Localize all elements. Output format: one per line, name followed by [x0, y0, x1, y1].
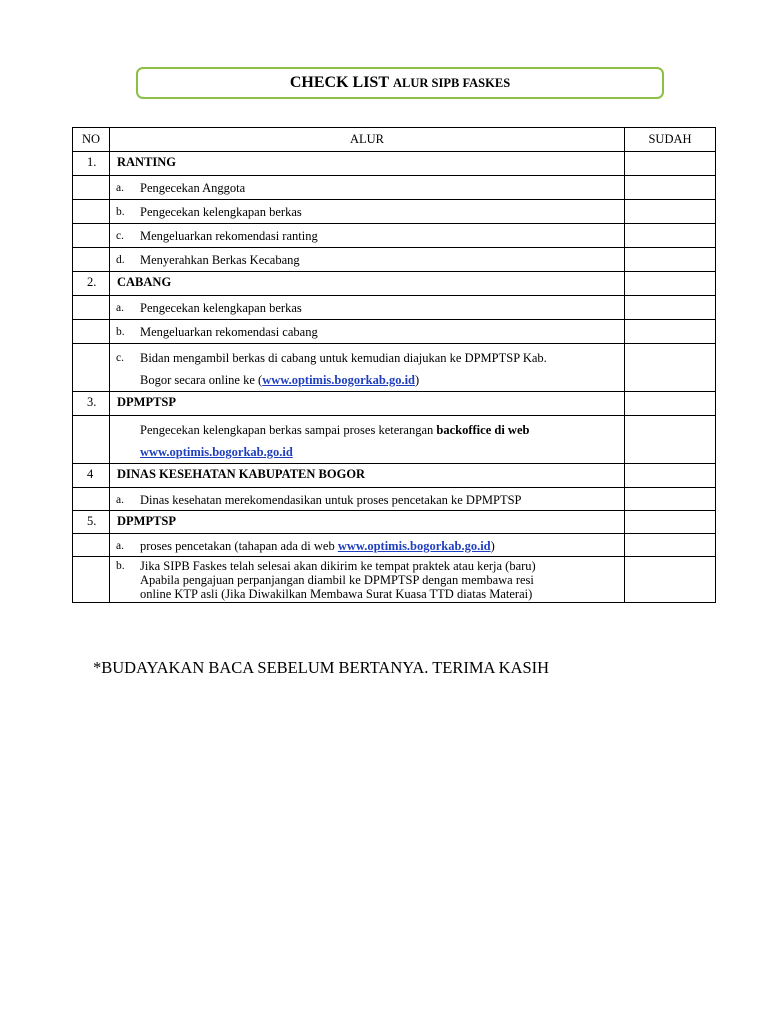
- section-row: [73, 511, 716, 534]
- table-row: [73, 320, 716, 344]
- section-row: [73, 272, 716, 296]
- sudah-checkbox[interactable]: [625, 392, 716, 416]
- header-no: NO: [73, 128, 110, 152]
- item-letter: d.: [116, 254, 125, 266]
- item-letter: b.: [116, 560, 125, 572]
- item-text: proses pencetakan (tahapan ada di web: [140, 539, 338, 553]
- optimis-link[interactable]: www.optimis.bogorkab.go.id: [337, 539, 491, 553]
- title-box: [136, 67, 664, 99]
- item-text: Apabila pengajuan perpanjangan diambil ke DPMPTSP dengan membawa resi: [140, 573, 534, 587]
- table-row: [73, 176, 716, 200]
- section-row: [73, 464, 716, 488]
- table-row: [73, 416, 716, 464]
- item-text: Mengeluarkan rekomendasi cabang: [140, 325, 318, 339]
- item-letter: a.: [116, 182, 124, 194]
- table-row: [73, 248, 716, 272]
- section-number: 1.: [73, 152, 110, 176]
- table-row: [73, 200, 716, 224]
- sudah-checkbox[interactable]: [625, 200, 716, 224]
- sudah-checkbox[interactable]: [625, 320, 716, 344]
- sudah-checkbox[interactable]: [625, 176, 716, 200]
- section-title: DINAS KESEHATAN KABUPATEN BOGOR: [110, 464, 625, 488]
- table-row: [73, 557, 716, 603]
- sudah-checkbox[interactable]: [625, 534, 716, 557]
- table-row: [73, 488, 716, 511]
- item-letter: b.: [116, 206, 125, 218]
- section-number: 4: [73, 464, 110, 488]
- item-text: Dinas kesehatan merekomendasikan untuk proses pencetakan ke DPMPTSP: [140, 493, 522, 507]
- section-number: 3.: [73, 392, 110, 416]
- section-number: 5.: [73, 511, 110, 534]
- item-text: Bidan mengambil berkas di cabang untuk kemudian diajukan ke DPMPTSP Kab.: [140, 351, 547, 365]
- item-letter: a.: [116, 494, 124, 506]
- item-text: Bogor secara online ke (: [140, 373, 263, 387]
- title-main: CHECK LIST: [289, 74, 389, 91]
- section-title: CABANG: [110, 272, 625, 296]
- optimis-link[interactable]: www.optimis.bogorkab.go.id: [140, 445, 293, 459]
- item-letter: a.: [116, 302, 124, 314]
- item-text: ): [490, 539, 495, 553]
- header-alur: ALUR: [110, 128, 625, 152]
- footer-note: *BUDAYAKAN BACA SEBELUM BERTANYA. TERIMA KASIH: [93, 658, 550, 677]
- section-number: 2.: [73, 272, 110, 296]
- item-text: Mengeluarkan rekomendasi ranting: [140, 229, 318, 243]
- table-row: [73, 296, 716, 320]
- checklist-table: [72, 127, 716, 603]
- table-header-row: [73, 128, 716, 152]
- item-letter: c.: [116, 352, 124, 364]
- item-text: Jika SIPB Faskes telah selesai akan dikirim ke tempat praktek atau kerja (baru): [140, 559, 536, 573]
- sudah-checkbox[interactable]: [625, 488, 716, 511]
- item-letter: a.: [116, 540, 124, 552]
- section-row: [73, 392, 716, 416]
- table-row: [73, 344, 716, 392]
- item-text: Pengecekan kelengkapan berkas sampai proses keterangan: [140, 423, 437, 437]
- section-title: DPMPTSP: [110, 511, 625, 534]
- item-text: Pengecekan kelengkapan berkas: [140, 301, 302, 315]
- title-sub: ALUR SIPB FASKES: [392, 75, 511, 90]
- header-sudah: SUDAH: [625, 128, 716, 152]
- sudah-checkbox[interactable]: [625, 511, 716, 534]
- sudah-checkbox[interactable]: [625, 464, 716, 488]
- sudah-checkbox[interactable]: [625, 416, 716, 464]
- sudah-checkbox[interactable]: [625, 557, 716, 603]
- sudah-checkbox[interactable]: [625, 152, 716, 176]
- section-title: DPMPTSP: [110, 392, 625, 416]
- item-letter: b.: [116, 326, 125, 338]
- sudah-checkbox[interactable]: [625, 296, 716, 320]
- table-row: [73, 224, 716, 248]
- item-text: Pengecekan Anggota: [140, 181, 246, 195]
- item-text: online KTP asli (Jika Diwakilkan Membawa Surat Kuasa TTD diatas Materai): [140, 587, 533, 601]
- optimis-link[interactable]: www.optimis.bogorkab.go.id: [262, 373, 415, 387]
- sudah-checkbox[interactable]: [625, 344, 716, 392]
- item-text: Menyerahkan Berkas Kecabang: [140, 253, 300, 267]
- sudah-checkbox[interactable]: [625, 224, 716, 248]
- item-letter: c.: [116, 230, 124, 242]
- section-title: RANTING: [110, 152, 625, 176]
- item-text-bold: backoffice di web: [436, 423, 530, 437]
- sudah-checkbox[interactable]: [625, 272, 716, 296]
- item-text: ): [415, 373, 420, 387]
- section-row: [73, 152, 716, 176]
- item-text: Pengecekan kelengkapan berkas: [140, 205, 302, 219]
- table-row: [73, 534, 716, 557]
- sudah-checkbox[interactable]: [625, 248, 716, 272]
